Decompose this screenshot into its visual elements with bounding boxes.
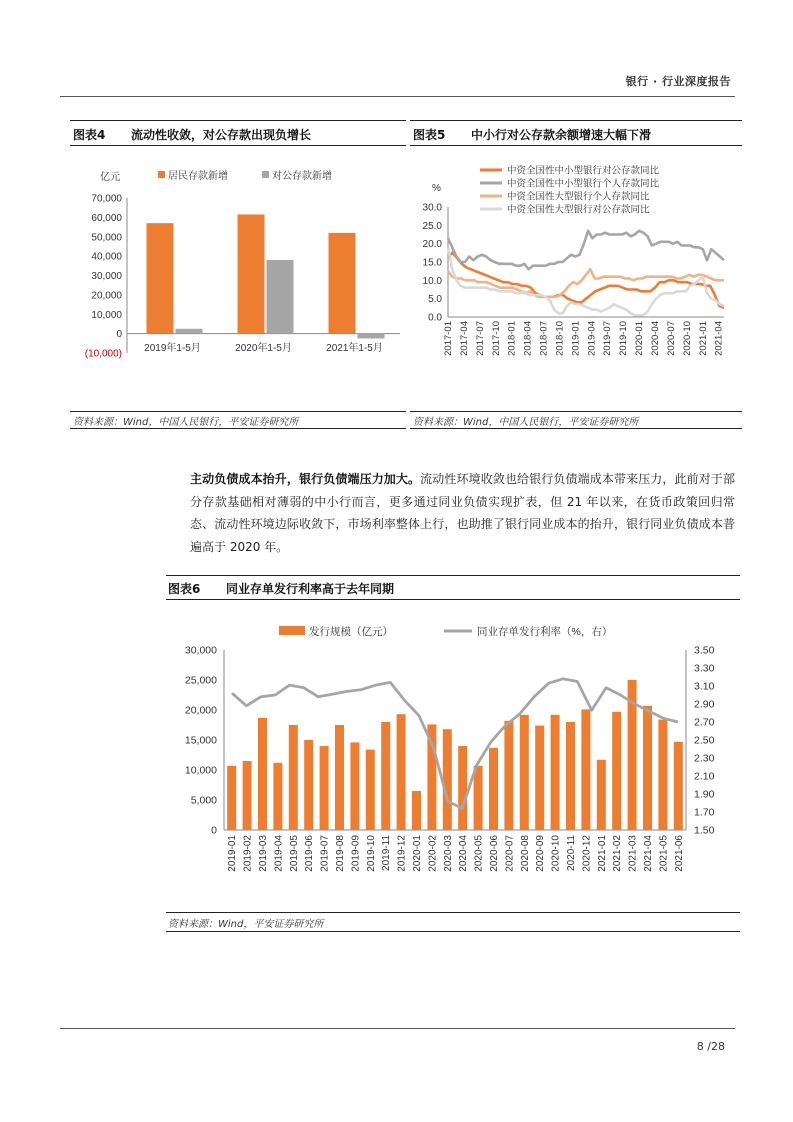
report-header-title: 银行 · 行业深度报告 xyxy=(625,75,731,88)
header-divider xyxy=(60,96,735,97)
fig6-legend-line-label: 同业存单发行利率（%，右） xyxy=(477,626,613,638)
fig5-xtick-label: 2020-04 xyxy=(650,321,661,356)
fig6-bar-28 xyxy=(658,720,667,830)
fig6-bar-3 xyxy=(273,763,282,830)
fig5-number: 图表5 xyxy=(413,128,446,142)
fig4-legend-swatch-1 xyxy=(262,171,269,178)
fig4-unit-label: 亿元 xyxy=(100,172,120,183)
fig4-legend-label-1: 对公存款新增 xyxy=(272,171,332,182)
fig5-legend-label-2: 中资全国性大型银行个人存款同比 xyxy=(507,191,650,203)
fig6-xtick-label: 2020-09 xyxy=(535,835,547,872)
fig6-legend-bar-label: 发行规模（亿元） xyxy=(309,626,393,638)
fig5-ytick-label: 30.0 xyxy=(422,202,442,214)
fig4-xtick-label: 2019年1-5月 xyxy=(144,343,201,354)
fig6-bar-14 xyxy=(443,729,452,830)
fig5-source: 资料来源：Wind，中国人民银行，平安证券研究所 xyxy=(413,417,639,428)
fig5-xtick-label: 2020-07 xyxy=(665,321,677,356)
fig6-xtick-label: 2019-06 xyxy=(304,835,316,872)
fig5-ytick-label: 20.0 xyxy=(422,239,442,251)
fig6-ytick-right: 2.90 xyxy=(694,698,715,711)
fig6-ytick-right: 2.50 xyxy=(694,734,715,747)
fig5-xtick-label: 2018-04 xyxy=(522,321,534,356)
fig4-legend-swatch-0 xyxy=(158,171,165,178)
fig6-xtick-label: 2021-03 xyxy=(627,835,639,872)
fig6-source: 资料来源：Wind，平安证券研究所 xyxy=(168,919,324,930)
fig6-xtick-label: 2020-04 xyxy=(458,835,470,872)
fig5-xtick-label: 2020-10 xyxy=(681,321,693,356)
fig4-ytick-label: 70,000 xyxy=(91,193,122,205)
fig5-unit-label: % xyxy=(432,183,441,194)
fig5-xtick-label: 2019-04 xyxy=(586,321,598,356)
fig6-xtick-label: 2020-12 xyxy=(581,835,593,872)
fig5-title-row xyxy=(413,126,651,143)
paragraph-body: 流动性环境收敛也给银行负债端成本带来压力，此前对于部分存款基础相对薄弱的中小行而言，更多通过同业负债实现扩表，但 21 年以来，在货币政策回归常态、流动性环境边际收敛下，市场利率整体上行，也助推了银行同业成本的抬升，银行同业负债成本普遍高于 2020 年。 xyxy=(190,472,735,554)
fig6-ytick-right: 3.30 xyxy=(694,662,715,675)
fig5-xtick-label: 2017-10 xyxy=(490,321,502,356)
fig6-xtick-label: 2019-07 xyxy=(319,835,331,872)
fig5-series-line-0 xyxy=(448,253,724,308)
fig4-top-rule xyxy=(70,120,406,121)
fig6-xtick-label: 2019-09 xyxy=(350,835,362,872)
fig6-ytick-right: 2.10 xyxy=(694,770,715,783)
fig6-bar-7 xyxy=(335,725,344,830)
fig4-source: 资料来源：Wind，中国人民银行，平安证券研究所 xyxy=(73,417,299,428)
fig5-title: 中小行对公存款余额增速大幅下滑 xyxy=(471,128,652,142)
fig6-xtick-label: 2020-06 xyxy=(489,835,500,872)
fig4-title-underline xyxy=(70,145,406,146)
fig4-source-rule xyxy=(70,411,406,412)
fig6-ytick-right: 3.10 xyxy=(694,680,715,693)
fig6-xtick-label: 2021-06 xyxy=(673,835,685,872)
fig6-bar-23 xyxy=(581,709,590,830)
fig6-title-underline xyxy=(166,599,740,600)
fig4-bar-1-1 xyxy=(267,260,294,334)
fig6-xtick-label: 2020-02 xyxy=(427,835,439,872)
fig4-chart xyxy=(70,150,406,405)
fig4-xtick-label: 2020年1-5月 xyxy=(235,343,292,354)
fig4-bar-0-0 xyxy=(147,223,174,333)
body-paragraph xyxy=(190,468,735,558)
fig6-ytick-left: 5,000 xyxy=(190,794,217,807)
fig5-ytick-label: 10.0 xyxy=(422,275,442,287)
fig6-bar-25 xyxy=(612,712,621,830)
fig5-xtick-label: 2018-01 xyxy=(506,321,518,356)
fig5-source-rule xyxy=(410,411,742,412)
fig6-bar-5 xyxy=(304,740,313,830)
fig4-ytick-label: 30,000 xyxy=(91,271,122,282)
fig5-ytick-label: 5.0 xyxy=(428,294,442,306)
fig4-legend-label-0: 居民存款新增 xyxy=(168,171,228,182)
fig6-bar-24 xyxy=(597,760,606,830)
fig6-xtick-label: 2021-01 xyxy=(596,835,608,872)
fig6-number: 图表6 xyxy=(168,582,201,596)
fig6-ytick-left: 10,000 xyxy=(184,764,217,777)
fig6-source-rule xyxy=(166,912,740,913)
fig6-title: 同业存单发行利率高于去年同期 xyxy=(226,582,395,596)
fig4-ytick-label: 40,000 xyxy=(91,251,122,263)
fig6-xtick-label: 2020-03 xyxy=(442,835,454,872)
fig6-xtick-label: 2019-03 xyxy=(258,835,269,872)
footer-divider xyxy=(60,1028,735,1029)
fig6-xtick-label: 2020-07 xyxy=(504,835,516,872)
fig4-ytick-label: (10,000) xyxy=(84,348,122,360)
paragraph-lead: 主动负债成本抬升，银行负债端压力加大。 xyxy=(190,472,421,486)
fig5-xtick-label: 2019-10 xyxy=(618,321,630,356)
fig6-xtick-label: 2020-11 xyxy=(566,835,577,871)
fig6-bottom-rule xyxy=(166,931,740,932)
fig6-ytick-left: 20,000 xyxy=(184,704,217,717)
fig6-bar-27 xyxy=(643,706,652,830)
fig4-bar-0-2 xyxy=(329,233,356,334)
fig6-title-row xyxy=(168,580,394,597)
fig6-rate-line xyxy=(232,679,678,809)
fig6-xtick-label: 2020-10 xyxy=(550,835,562,872)
fig4-ytick-label: 0 xyxy=(116,329,122,341)
fig5-series-line-1 xyxy=(448,231,724,269)
fig6-xtick-label: 2021-02 xyxy=(612,835,624,872)
fig6-chart xyxy=(166,605,740,905)
fig5-title-underline xyxy=(410,145,742,146)
fig4-title-row xyxy=(73,126,311,143)
fig6-xtick-label: 2020-05 xyxy=(473,835,485,872)
fig6-bar-15 xyxy=(458,746,467,830)
fig5-legend-label-0: 中资全国性中小型银行对公存款同比 xyxy=(507,165,660,177)
fig6-bar-16 xyxy=(474,766,483,830)
fig6-bar-6 xyxy=(320,746,329,830)
fig6-xtick-label: 2019-05 xyxy=(288,835,300,872)
fig6-ytick-right: 3.50 xyxy=(694,644,715,657)
fig4-number: 图表4 xyxy=(73,128,106,142)
fig5-bottom-rule xyxy=(410,428,742,429)
fig5-legend-label-1: 中资全国性中小型银行个人存款同比 xyxy=(507,178,660,190)
fig5-xtick-label: 2018-10 xyxy=(554,321,566,356)
fig6-ytick-right: 1.90 xyxy=(694,788,715,801)
fig6-bar-19 xyxy=(520,715,529,830)
fig6-xtick-label: 2019-10 xyxy=(365,835,377,872)
fig5-xtick-label: 2021-04 xyxy=(713,321,725,356)
fig5-xtick-label: 2019-07 xyxy=(602,321,614,356)
fig6-bar-10 xyxy=(381,722,390,830)
fig6-bar-29 xyxy=(674,742,683,830)
fig6-ytick-left: 0 xyxy=(211,824,217,837)
fig6-bar-11 xyxy=(397,714,406,830)
fig6-ytick-right: 2.30 xyxy=(694,752,715,765)
fig4-title: 流动性收敛，对公存款出现负增长 xyxy=(131,128,312,142)
fig5-xtick-label: 2021-01 xyxy=(697,321,709,356)
fig6-ytick-right: 1.70 xyxy=(694,806,715,819)
fig5-xtick-label: 2018-07 xyxy=(538,321,550,356)
fig6-xtick-label: 2021-05 xyxy=(658,835,670,872)
fig6-ytick-right: 1.50 xyxy=(694,824,715,837)
fig5-xtick-label: 2019-01 xyxy=(570,321,582,356)
fig6-xtick-label: 2019-08 xyxy=(335,835,346,872)
fig6-legend-bar-swatch xyxy=(279,626,305,635)
fig5-xtick-label: 2017-04 xyxy=(458,321,470,356)
fig6-bar-4 xyxy=(289,725,298,830)
fig6-bar-9 xyxy=(366,750,375,830)
fig6-bar-8 xyxy=(350,742,359,830)
fig6-bar-21 xyxy=(551,715,560,830)
fig6-bar-1 xyxy=(243,761,252,830)
fig6-ytick-right: 2.70 xyxy=(694,716,715,729)
fig6-xtick-label: 2020-01 xyxy=(412,835,423,872)
fig6-ytick-left: 30,000 xyxy=(184,644,217,657)
fig5-legend-label-3: 中资全国性大型银行对公存款同比 xyxy=(507,204,650,216)
fig6-bar-22 xyxy=(566,722,575,830)
fig6-xtick-label: 2019-11 xyxy=(381,835,393,871)
fig6-ytick-left: 15,000 xyxy=(184,734,217,747)
fig6-bar-0 xyxy=(227,766,236,830)
fig4-ytick-label: 60,000 xyxy=(91,212,122,224)
fig5-xtick-label: 2017-07 xyxy=(474,321,486,356)
fig5-xtick-label: 2017-01 xyxy=(443,321,454,356)
fig6-bar-20 xyxy=(535,726,544,830)
fig5-xtick-label: 2020-01 xyxy=(634,321,646,356)
fig6-bar-18 xyxy=(504,721,513,830)
fig6-xtick-label: 2019-04 xyxy=(273,835,285,872)
fig4-ytick-label: 20,000 xyxy=(91,290,122,302)
fig5-ytick-label: 25.0 xyxy=(422,220,442,232)
fig4-bar-1-2 xyxy=(358,334,385,339)
fig6-top-rule xyxy=(166,575,740,576)
fig4-ytick-label: 50,000 xyxy=(91,232,122,244)
fig6-bar-2 xyxy=(258,718,267,830)
fig4-xtick-label: 2021年1-5月 xyxy=(326,343,383,354)
fig4-bar-0-1 xyxy=(238,214,265,333)
fig4-bar-1-0 xyxy=(176,329,203,334)
page-number: 8 /28 xyxy=(696,1040,725,1053)
fig5-top-rule xyxy=(410,120,742,121)
fig6-bar-17 xyxy=(489,748,498,830)
fig4-ytick-label: 10,000 xyxy=(91,309,122,321)
fig6-bar-12 xyxy=(412,791,421,830)
fig6-xtick-label: 2021-04 xyxy=(643,835,654,872)
fig4-bottom-rule xyxy=(70,428,406,429)
fig6-xtick-label: 2020-08 xyxy=(519,835,531,872)
fig6-ytick-left: 25,000 xyxy=(184,674,217,687)
fig6-xtick-label: 2019-02 xyxy=(242,835,254,872)
fig5-ytick-label: 15.0 xyxy=(422,257,442,269)
fig5-ytick-label: 0.0 xyxy=(428,312,442,324)
fig6-xtick-label: 2019-12 xyxy=(396,835,408,872)
fig5-chart xyxy=(410,150,742,405)
fig6-xtick-label: 2019-01 xyxy=(227,835,239,872)
